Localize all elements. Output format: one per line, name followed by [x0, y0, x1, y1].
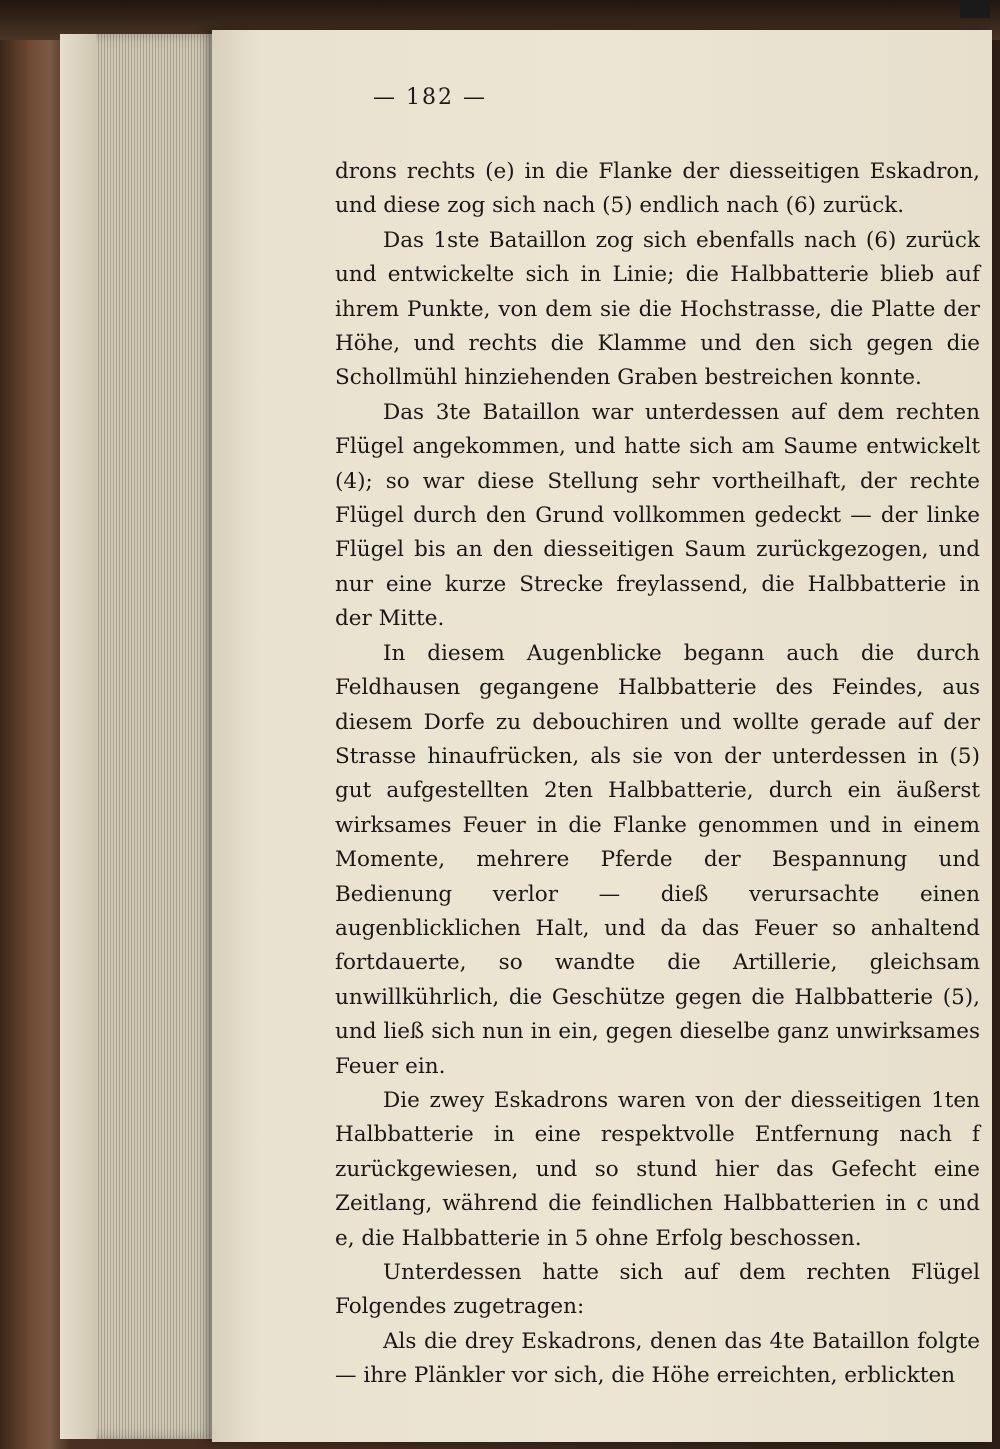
paragraph-6: Unterdessen hatte sich auf dem rechten Flügel Folgendes zugetragen: — [335, 1260, 980, 1320]
scan-corner-mark — [960, 0, 990, 18]
paragraph-5: Die zwey Eskadrons waren von der diesseitigen 1ten Halbbatterie in eine respektvolle Entfernung nach f zurückgewiesen, und so stund hier das Gefecht eine Zeitlang, während die feindlichen Halbbatterien in c und e, die Halbbatterie in 5 ohne Erfolg beschossen. — [335, 1087, 980, 1251]
paragraph-1: drons rechts (e) in die Flanke der diesseitigen Eskadron, und diese zog sich nach (5) endlich nach (6) zurück. — [335, 159, 980, 219]
page-number: — 182 — — [373, 85, 487, 110]
page-edges — [60, 34, 220, 1439]
paragraph-3: Das 3te Bataillon war unterdessen auf dem rechten Flügel angekommen, und hatte sich am Saume entwickelt (4); so war diese Stellung sehr vortheilhaft, der rechte Flügel durch den Grund vollkommen gedeckt — der linke Flügel bis an den diesseitigen Saum zurückgezogen, und nur eine kurze Strecke freylassend, die Halbbatterie in der Mitte. — [335, 399, 980, 632]
page-text — [335, 155, 980, 1394]
paragraph-2: Das 1ste Bataillon zog sich ebenfalls nach (6) zurück und entwickelte sich in Linie; die Halbbatterie blieb auf ihrem Punkte, von dem sie die Hochstrasse, die Platte der Höhe, und rechts die Klamme und den sich gegen die Schollmühl hinziehenden Graben bestreichen konnte. — [335, 227, 980, 391]
paragraph-4: In diesem Augenblicke begann auch die durch Feldhausen gegangene Halbbatterie des Feindes, aus diesem Dorfe zu debouchiren und wollte gerade auf der Strasse hinaufrücken, als sie von der unterdessen in (5) gut aufgestellten 2ten Halbbatterie, durch ein äußerst wirksames Feuer in die Flanke genommen und in einem Momente, mehrere Pferde der Bespannung und Bedienung verlor — dieß verursachte einen augenblicklichen Halt, und da das Feuer so anhaltend fortdauerte, so wandte die Artillerie, gleichsam unwillkührlich, die Geschütze gegen die Halbbatterie (5), und ließ sich nun in ein, gegen dieselbe ganz unwirksames Feuer ein. — [335, 640, 980, 1079]
paragraph-7: Als die drey Eskadrons, denen das 4te Bataillon folgte — ihre Plänkler vor sich, die Höhe erreichten, erblickten — [335, 1328, 980, 1389]
